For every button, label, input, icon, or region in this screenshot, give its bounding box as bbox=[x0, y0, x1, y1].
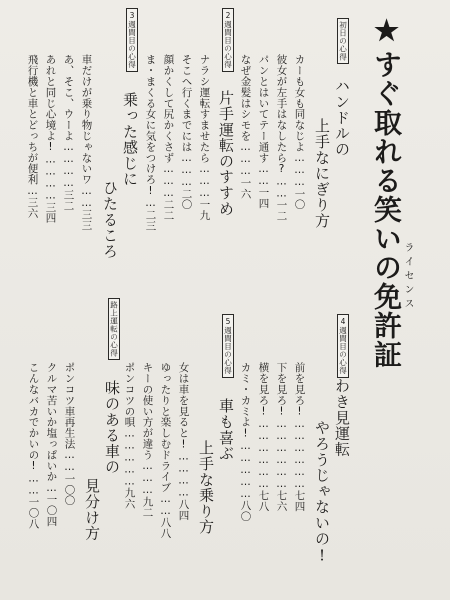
list-item: なぜ金髪はシモを………一六 bbox=[239, 54, 252, 200]
list-item: キーの使い方が違う………九二 bbox=[141, 362, 154, 518]
list-item: 横を見ろ!………………七八 bbox=[257, 362, 270, 512]
title-ruby: ライセンス bbox=[402, 242, 413, 312]
section-heading: ひたるころ bbox=[101, 180, 119, 259]
list-item: カミ・カミよ!……………八〇 bbox=[239, 362, 252, 522]
list-item: パンとはいてテー通す……一四 bbox=[257, 54, 270, 209]
section-tag-road: 路上運転の心得 bbox=[108, 298, 120, 360]
section-heading: ハンドルの bbox=[333, 78, 351, 157]
section-tag-day1: 初日の心得 bbox=[337, 18, 349, 64]
list-item: そこへ行くまでには………二〇 bbox=[180, 54, 193, 210]
list-item: ま・まくる女に気をつけろ!…二三 bbox=[144, 54, 157, 232]
list-item: こんなバカでかいの!……一〇八 bbox=[27, 362, 40, 530]
section-heading: やろうじゃないの! bbox=[313, 420, 331, 566]
section-heading: 上手なにぎり方 bbox=[313, 118, 331, 229]
list-item: 車だけが乗り物じゃないワ……三三 bbox=[80, 54, 93, 231]
section-heading: 見分け方 bbox=[83, 478, 101, 542]
section-heading: 車も喜ぶ bbox=[217, 398, 235, 462]
list-item: 下を見ろ!………………七六 bbox=[275, 362, 288, 512]
list-item: 女は車を見ると!…………八四 bbox=[177, 362, 190, 521]
list-item: ゆったりと楽しむドライブ……八八 bbox=[159, 362, 172, 539]
list-item: ポンコツの唄……………九六 bbox=[123, 362, 136, 510]
section-heading: 味のある車の bbox=[103, 380, 121, 475]
list-item: ナラシ運転すませたら………一九 bbox=[198, 54, 211, 221]
list-item: あ、そこ、ウーよ…………三二 bbox=[62, 54, 75, 212]
section-heading: 片手運転のすすめ bbox=[217, 90, 235, 217]
section-heading: 乗った感じに bbox=[121, 92, 139, 187]
section-tag-week5: 5週間目の心得 bbox=[222, 314, 234, 378]
book-title: すぐ取れる笑いの免許証 bbox=[370, 50, 403, 369]
list-item: ポンコツ車再生法……一〇〇 bbox=[63, 362, 76, 506]
list-item: あれと同じ心境よ!…………三四 bbox=[44, 54, 57, 224]
list-item: クルマ苦いか塩っぱいか…一〇四 bbox=[45, 362, 58, 527]
list-item: 前を見ろ!………………七四 bbox=[293, 362, 306, 512]
list-item: カーも女も同なじよ………一〇 bbox=[293, 54, 306, 210]
section-tag-week2: 2週間目の心得 bbox=[222, 8, 234, 72]
list-item: 彼女が左手はなしたら?……一二 bbox=[275, 54, 288, 222]
section-tag-week3: 3週間目の心得 bbox=[126, 8, 138, 72]
section-heading: わき見運転 bbox=[333, 378, 351, 457]
section-tag-week4: 4週間目の心得 bbox=[337, 314, 349, 378]
star-mark: ★ bbox=[370, 14, 403, 48]
section-heading: 上手な乗り方 bbox=[197, 440, 215, 535]
list-item: 飛行機と車とどっちが便利…三六 bbox=[26, 54, 39, 219]
list-item: 顔かくして尻かくさず………二二 bbox=[162, 54, 175, 221]
